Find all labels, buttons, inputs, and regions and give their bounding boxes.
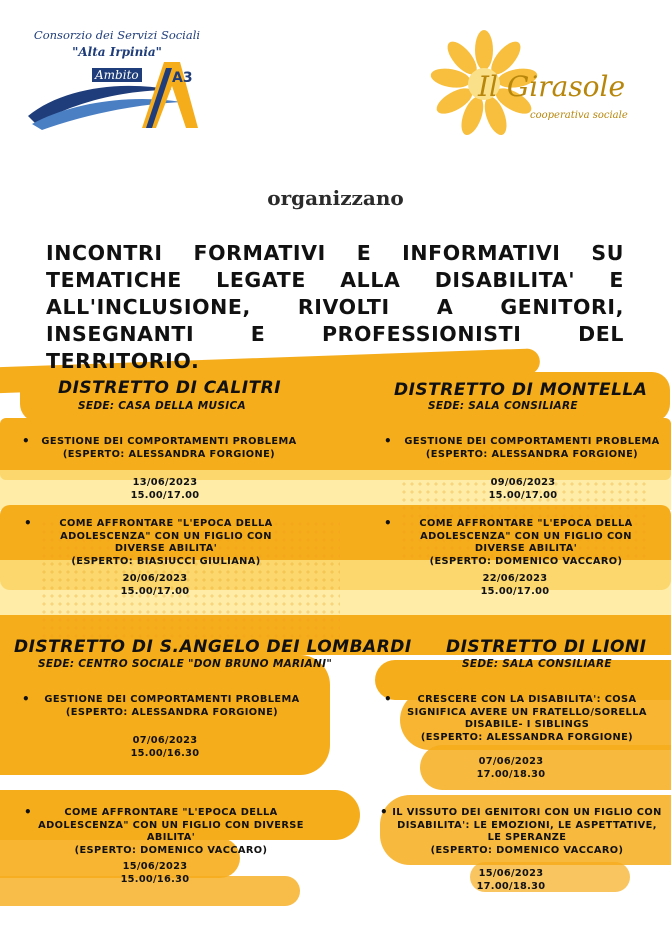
- district-sede: SEDE: SALA CONSILIARE: [428, 400, 578, 412]
- consortium-region: "Alta Irpinia": [72, 45, 162, 59]
- bullet-icon: •: [380, 805, 389, 819]
- girasole-logo: [426, 30, 654, 138]
- event-topic: • CRESCERE CON LA DISABILITA': COSA SIGNIFICA AVERE UN FRATELLO/SORELLA DISABILE- I SIBLINGS (ESPERTO: ALESSANDRA FORGIONE): [384, 692, 647, 743]
- bullet-icon: •: [22, 434, 31, 448]
- bullet-icon: •: [384, 516, 393, 530]
- event-topic: • COME AFFRONTARE "L'EPOCA DELLA ADOLESCENZA" CON UN FIGLIO CON DIVERSE ABILITA' (ESPERTO: DOMENICO VACCARO): [384, 516, 633, 567]
- ambito-code: A3: [172, 70, 193, 86]
- bullet-icon: •: [22, 692, 31, 706]
- consortium-logo: [22, 28, 212, 138]
- event-date: 20/06/2023 15.00/17.00: [120, 573, 190, 597]
- district-title: DISTRETTO DI MONTELLA: [394, 380, 648, 400]
- district-title: DISTRETTO DI S.ANGELO DEI LOMBARDI: [14, 637, 412, 657]
- bullet-icon: •: [24, 805, 33, 819]
- event-date: 15/06/2023 17.00/18.30: [476, 868, 546, 892]
- event-date: 15/06/2023 15.00/16.30: [120, 861, 190, 885]
- bullet-icon: •: [384, 434, 393, 448]
- event-topic: • GESTIONE DEI COMPORTAMENTI PROBLEMA (ESPERTO: ALESSANDRA FORGIONE): [22, 434, 297, 460]
- district-sede: SEDE: CENTRO SOCIALE "DON BRUNO MARIANI": [38, 658, 333, 670]
- event-topic: • GESTIONE DEI COMPORTAMENTI PROBLEMA (ESPERTO: ALESSANDRA FORGIONE): [384, 434, 660, 460]
- event-date: 09/06/2023 15.00/17.00: [488, 477, 558, 501]
- girasole-subtitle: cooperativa sociale: [530, 110, 628, 121]
- event-date: 13/06/2023 15.00/17.00: [130, 477, 200, 501]
- event-topic: • IL VISSUTO DEI GENITORI CON UN FIGLIO CON DISABILITA': LE EMOZIONI, LE ASPETTATIVE, LE SPERANZE (ESPERTO: DOMENICO VACCARO): [380, 805, 662, 856]
- event-topic: • GESTIONE DEI COMPORTAMENTI PROBLEMA (ESPERTO: ALESSANDRA FORGIONE): [22, 692, 300, 718]
- district-sede: SEDE: CASA DELLA MUSICA: [78, 400, 246, 412]
- district-title: DISTRETTO DI LIONI: [446, 637, 647, 657]
- district-title: DISTRETTO DI CALITRI: [58, 378, 282, 398]
- girasole-name: Il Girasole: [478, 70, 626, 103]
- consortium-name: Consorzio dei Servizi Sociali: [33, 28, 201, 42]
- bullet-icon: •: [384, 692, 393, 706]
- bullet-icon: •: [24, 516, 33, 530]
- event-date: 07/06/2023 15.00/16.30: [130, 735, 200, 759]
- event-topic: • COME AFFRONTARE "L'EPOCA DELLA ADOLESCENZA" CON UN FIGLIO CON DIVERSE ABILITA' (ESPERTO: BIASIUCCI GIULIANA): [24, 516, 273, 567]
- district-sede: SEDE: SALA CONSILIARE: [462, 658, 612, 670]
- event-topic: • COME AFFRONTARE "L'EPOCA DELLA ADOLESCENZA" CON UN FIGLIO CON DIVERSE ABILITA' (ESPERTO: DOMENICO VACCARO): [24, 805, 304, 856]
- ambito-label: Ambito: [92, 68, 142, 82]
- headline: INCONTRI FORMATIVI E INFORMATIVI SU TEMATICHE LEGATE ALLA DISABILITA' E ALL'INCLUSIONE, RIVOLTI A GENITORI, INSEGNANTI E PROFESSIONISTI DEL TERRITORIO.: [46, 241, 624, 373]
- event-date: 22/06/2023 15.00/17.00: [480, 573, 550, 597]
- event-date: 07/06/2023 17.00/18.30: [476, 756, 546, 780]
- organizers-label: organizzano: [267, 186, 404, 210]
